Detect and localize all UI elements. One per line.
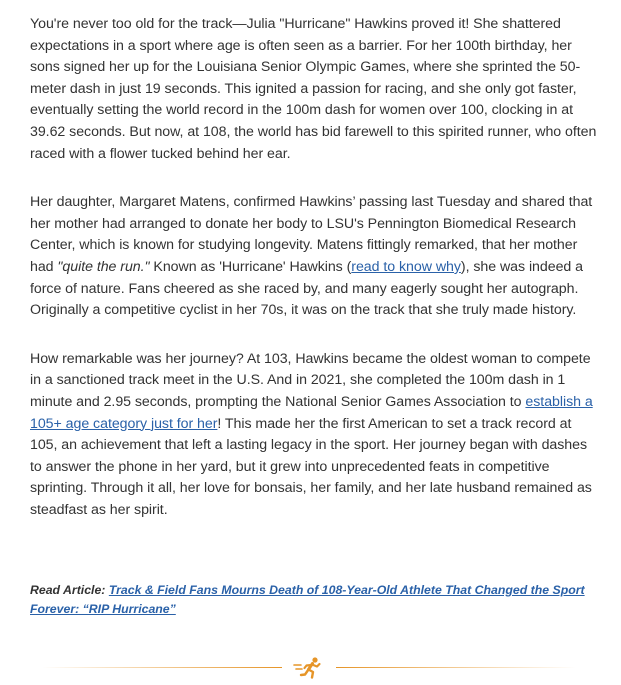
article-body: [30, 14, 598, 548]
read-article-label: Read Article:: [30, 583, 109, 597]
paragraph-journey-text-a: How remarkable was her journey? At 103, Hawkins became the oldest woman to compete in a sanctioned track meet in the U.S. And in 2021, she completed the 100m dash in 1 minute and 2.95 seconds, prompting the National Senior Games Association to: [30, 350, 591, 410]
divider-line-right: [336, 667, 576, 668]
runner-icon: [292, 656, 326, 680]
read-to-know-why-link[interactable]: read to know why: [351, 258, 461, 275]
paragraph-journey: [30, 349, 598, 522]
read-article-callout: [30, 581, 590, 619]
paragraph-daughter-text-a: Her daughter, Margaret Matens, confirmed Hawkins’ passing last Tuesday and shared that her mother had arranged to donate her body to LSU's Pennington Biomedical Research Center, which is known for studying longevity. Matens fittingly remarked, that her mother had: [30, 194, 593, 275]
divider-line-left: [42, 667, 282, 668]
quote-quite-the-run: "quite the run.": [57, 258, 150, 275]
paragraph-journey-text-b: ! This made her the first American to set a track record at 105, an achievement that left a lasting legacy in the sport. Her journey began with dashes to answer the phone in her yard, but it grew into unprecedented feats in competitive sprinting. Through it all, her love for bonsais, her family, and her late husband remained as steadfast as her spirit.: [30, 415, 592, 518]
paragraph-daughter: [30, 192, 598, 322]
read-article-link[interactable]: Track & Field Fans Mourns Death of 108-Year-Old Athlete That Changed the Sport Forever: “RIP Hurricane”: [30, 583, 585, 616]
section-divider: [0, 656, 621, 680]
paragraph-daughter-text-c: ), she was indeed a force of nature. Fans cheered as she raced by, and many eagerly sought her autograph. Originally a competitive cyclist in her 70s, it was on the track that she truly made history.: [30, 258, 583, 319]
paragraph-intro: [30, 14, 598, 165]
paragraph-daughter-text-b: Known as 'Hurricane' Hawkins (: [149, 258, 352, 275]
paragraph-intro-text: You're never too old for the track—Julia "Hurricane" Hawkins proved it! She shattered expectations in a sport where age is often seen as a barrier. For her 100th birthday, her sons signed her up for the Louisiana Senior Olympic Games, where she sprinted the 50-meter dash in just 19 seconds. This ignited a passion for racing, and she only got faster, eventually setting the world record in the 100m dash for women over 100, clocking in at 39.62 seconds. But now, at 108, the world has bid farewell to this spirited runner, who often raced with a flower tucked behind her ear.: [30, 16, 597, 162]
age-category-link[interactable]: establish a 105+ age category just for her: [30, 393, 593, 432]
